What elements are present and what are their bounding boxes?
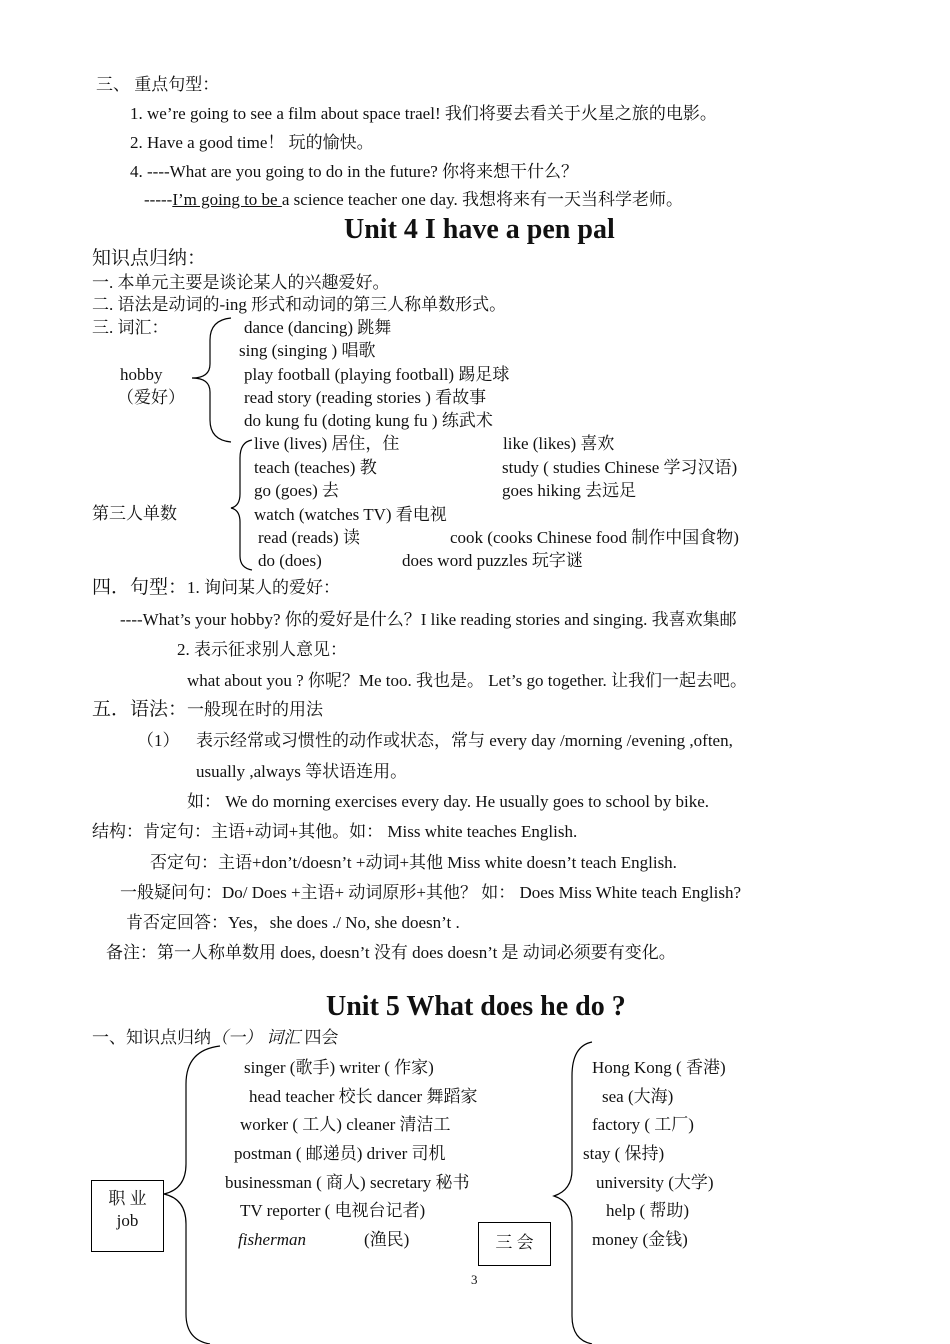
job-row: TV reporter ( 电视台记者) <box>240 1201 426 1220</box>
hobby-label-en: hobby <box>120 365 163 384</box>
usage-line-1: 表示经常或习惯性的动作或状态，常与 every day /morning /evening ,often, <box>196 731 733 750</box>
sentence-5 <box>144 190 683 210</box>
usage-example: 如： We do morning exercises every day. He usually goes to school by bike. <box>187 792 710 811</box>
unit4-point-3-label: 三. 词汇： <box>92 318 169 337</box>
third-person-label: 第三人单数 <box>92 504 177 523</box>
pattern-1-example: ----What’s your hobby? 你的爱好是什么？I like reading stories and singing. 我喜欢集邮 <box>120 610 737 629</box>
sentence-4: 4. ----What are you going to do in the future? 你将来想干什么？ <box>130 162 579 181</box>
job-row: postman ( 邮递员) driver 司机 <box>234 1144 446 1163</box>
tp-left-item: read (reads) 读 <box>258 528 360 547</box>
word-row: Hong Kong ( 香港) <box>592 1058 726 1077</box>
pattern-2-title: 2. 表示征求别人意见： <box>177 640 347 659</box>
tp-left-item: watch (watches TV) 看电视 <box>254 505 447 524</box>
patterns-line <box>92 578 340 598</box>
sentence-1: 1. we’re going to see a film about space trael! 我们将要去看关于火星之旅的电影。 <box>130 104 717 123</box>
hobby-item: play football (playing football) 踢足球 <box>244 365 510 384</box>
word-row: university (大学) <box>596 1173 714 1192</box>
hobby-brace <box>186 316 236 444</box>
tp-left-item: teach (teaches) 教 <box>254 458 377 477</box>
unit5-title: Unit 5 What does he do ? <box>326 991 626 1022</box>
unit4-title: Unit 4 I have a pen pal <box>344 214 615 245</box>
job-box-cn: 职 业 <box>108 1189 147 1208</box>
unit4-summary-heading: 知识点归纳： <box>92 248 207 269</box>
job-box-en: job <box>116 1211 139 1230</box>
job-row: singer (歌手) writer ( 作家) <box>244 1058 434 1077</box>
structure-question: 一般疑问句：Do/ Does +主语+ 动词原形+其他？ 如： Does Miss White teach English? <box>120 883 742 902</box>
unit5-summary-suffix: 四会 <box>300 1028 339 1047</box>
unit5-summary-italic: （一） 词汇 <box>211 1028 301 1047</box>
page-number: 3 <box>471 1272 478 1287</box>
grammar-note: 备注：第一人称单数用 does, doesn’t 没有 does doesn’t 是 动词必须要有变化。 <box>106 943 676 962</box>
fisherman-cn: (渔民) <box>364 1230 410 1249</box>
patterns-heading: 四．句型： <box>92 577 188 598</box>
unit5-summary-prefix: 一、知识点归纳 <box>92 1028 211 1047</box>
word-row: factory ( 工厂) <box>592 1115 694 1134</box>
grammar-topic: 一般现在时的用法 <box>187 700 324 719</box>
three-box <box>478 1222 551 1266</box>
tp-right-item: does word puzzles 玩字谜 <box>402 551 583 570</box>
word-row: money (金钱) <box>592 1230 688 1249</box>
tp-left-item: do (does) <box>258 551 322 570</box>
section3-heading: 三、 重点句型： <box>96 75 220 94</box>
tp-left-item: go (goes) 去 <box>254 481 339 500</box>
three-box-label: 三 会 <box>495 1233 534 1252</box>
hobby-item: sing (singing ) 唱歌 <box>239 341 376 360</box>
tp-left-item: live (lives) 居住，住 <box>254 434 400 453</box>
word-row: sea (大海) <box>602 1087 674 1106</box>
job-box <box>91 1180 164 1252</box>
sentence-2: 2. Have a good time！ 玩的愉快。 <box>130 133 374 152</box>
job-row: worker ( 工人) cleaner 清洁工 <box>240 1115 451 1134</box>
hobby-item: dance (dancing) 跳舞 <box>244 318 392 337</box>
tp-right-item: cook (cooks Chinese food 制作中国食物) <box>450 528 739 547</box>
usage-number: （1） <box>137 731 180 750</box>
hobby-item: read story (reading stories ) 看故事 <box>244 388 487 407</box>
words-brace <box>548 1040 598 1344</box>
word-row: help ( 帮助) <box>606 1201 690 1220</box>
usage-line-2: usually ,always 等状语连用。 <box>196 762 408 781</box>
job-row: head teacher 校长 dancer 舞蹈家 <box>249 1087 478 1106</box>
tp-right-item: like (likes) 喜欢 <box>503 434 615 453</box>
fisherman-en: fisherman <box>238 1230 306 1249</box>
structure-negative: 否定句：主语+don’t/doesn’t +动词+其他 Miss white doesn’t teach English. <box>150 853 677 872</box>
structure-answer: 肯否定回答：Yes，she does ./ No, she doesn’t . <box>126 913 460 932</box>
sentence-5-rest: a science teacher one day. 我想将来有一天当科学老师。 <box>281 190 683 209</box>
sentence-5-prefix: ----- <box>144 190 173 209</box>
tp-right-item: study ( studies Chinese 学习汉语) <box>502 458 738 477</box>
word-row: stay ( 保持) <box>583 1144 665 1163</box>
tp-right-item: goes hiking 去远足 <box>502 481 637 500</box>
sentence-5-underlined: I’m going to be <box>172 190 282 209</box>
grammar-line <box>92 700 323 720</box>
grammar-heading: 五．语法： <box>92 699 188 720</box>
pattern-1-title: 1. 询问某人的爱好： <box>187 578 341 597</box>
hobby-label-cn: （爱好） <box>117 388 185 407</box>
job-brace <box>162 1044 222 1344</box>
unit4-point-1: 一. 本单元主要是谈论某人的兴趣爱好。 <box>92 273 390 292</box>
job-row: businessman ( 商人) secretary 秘书 <box>225 1173 470 1192</box>
structure-positive: 结构：肯定句：主语+动词+其他。如： Miss white teaches English. <box>92 822 578 841</box>
hobby-item: do kung fu (doting kung fu ) 练武术 <box>244 411 493 430</box>
unit4-point-2: 二. 语法是动词的-ing 形式和动词的第三人称单数形式。 <box>92 295 507 314</box>
pattern-2-example: what about you ? 你呢？Me too. 我也是。 Let’s go together. 让我们一起去吧。 <box>187 671 747 690</box>
